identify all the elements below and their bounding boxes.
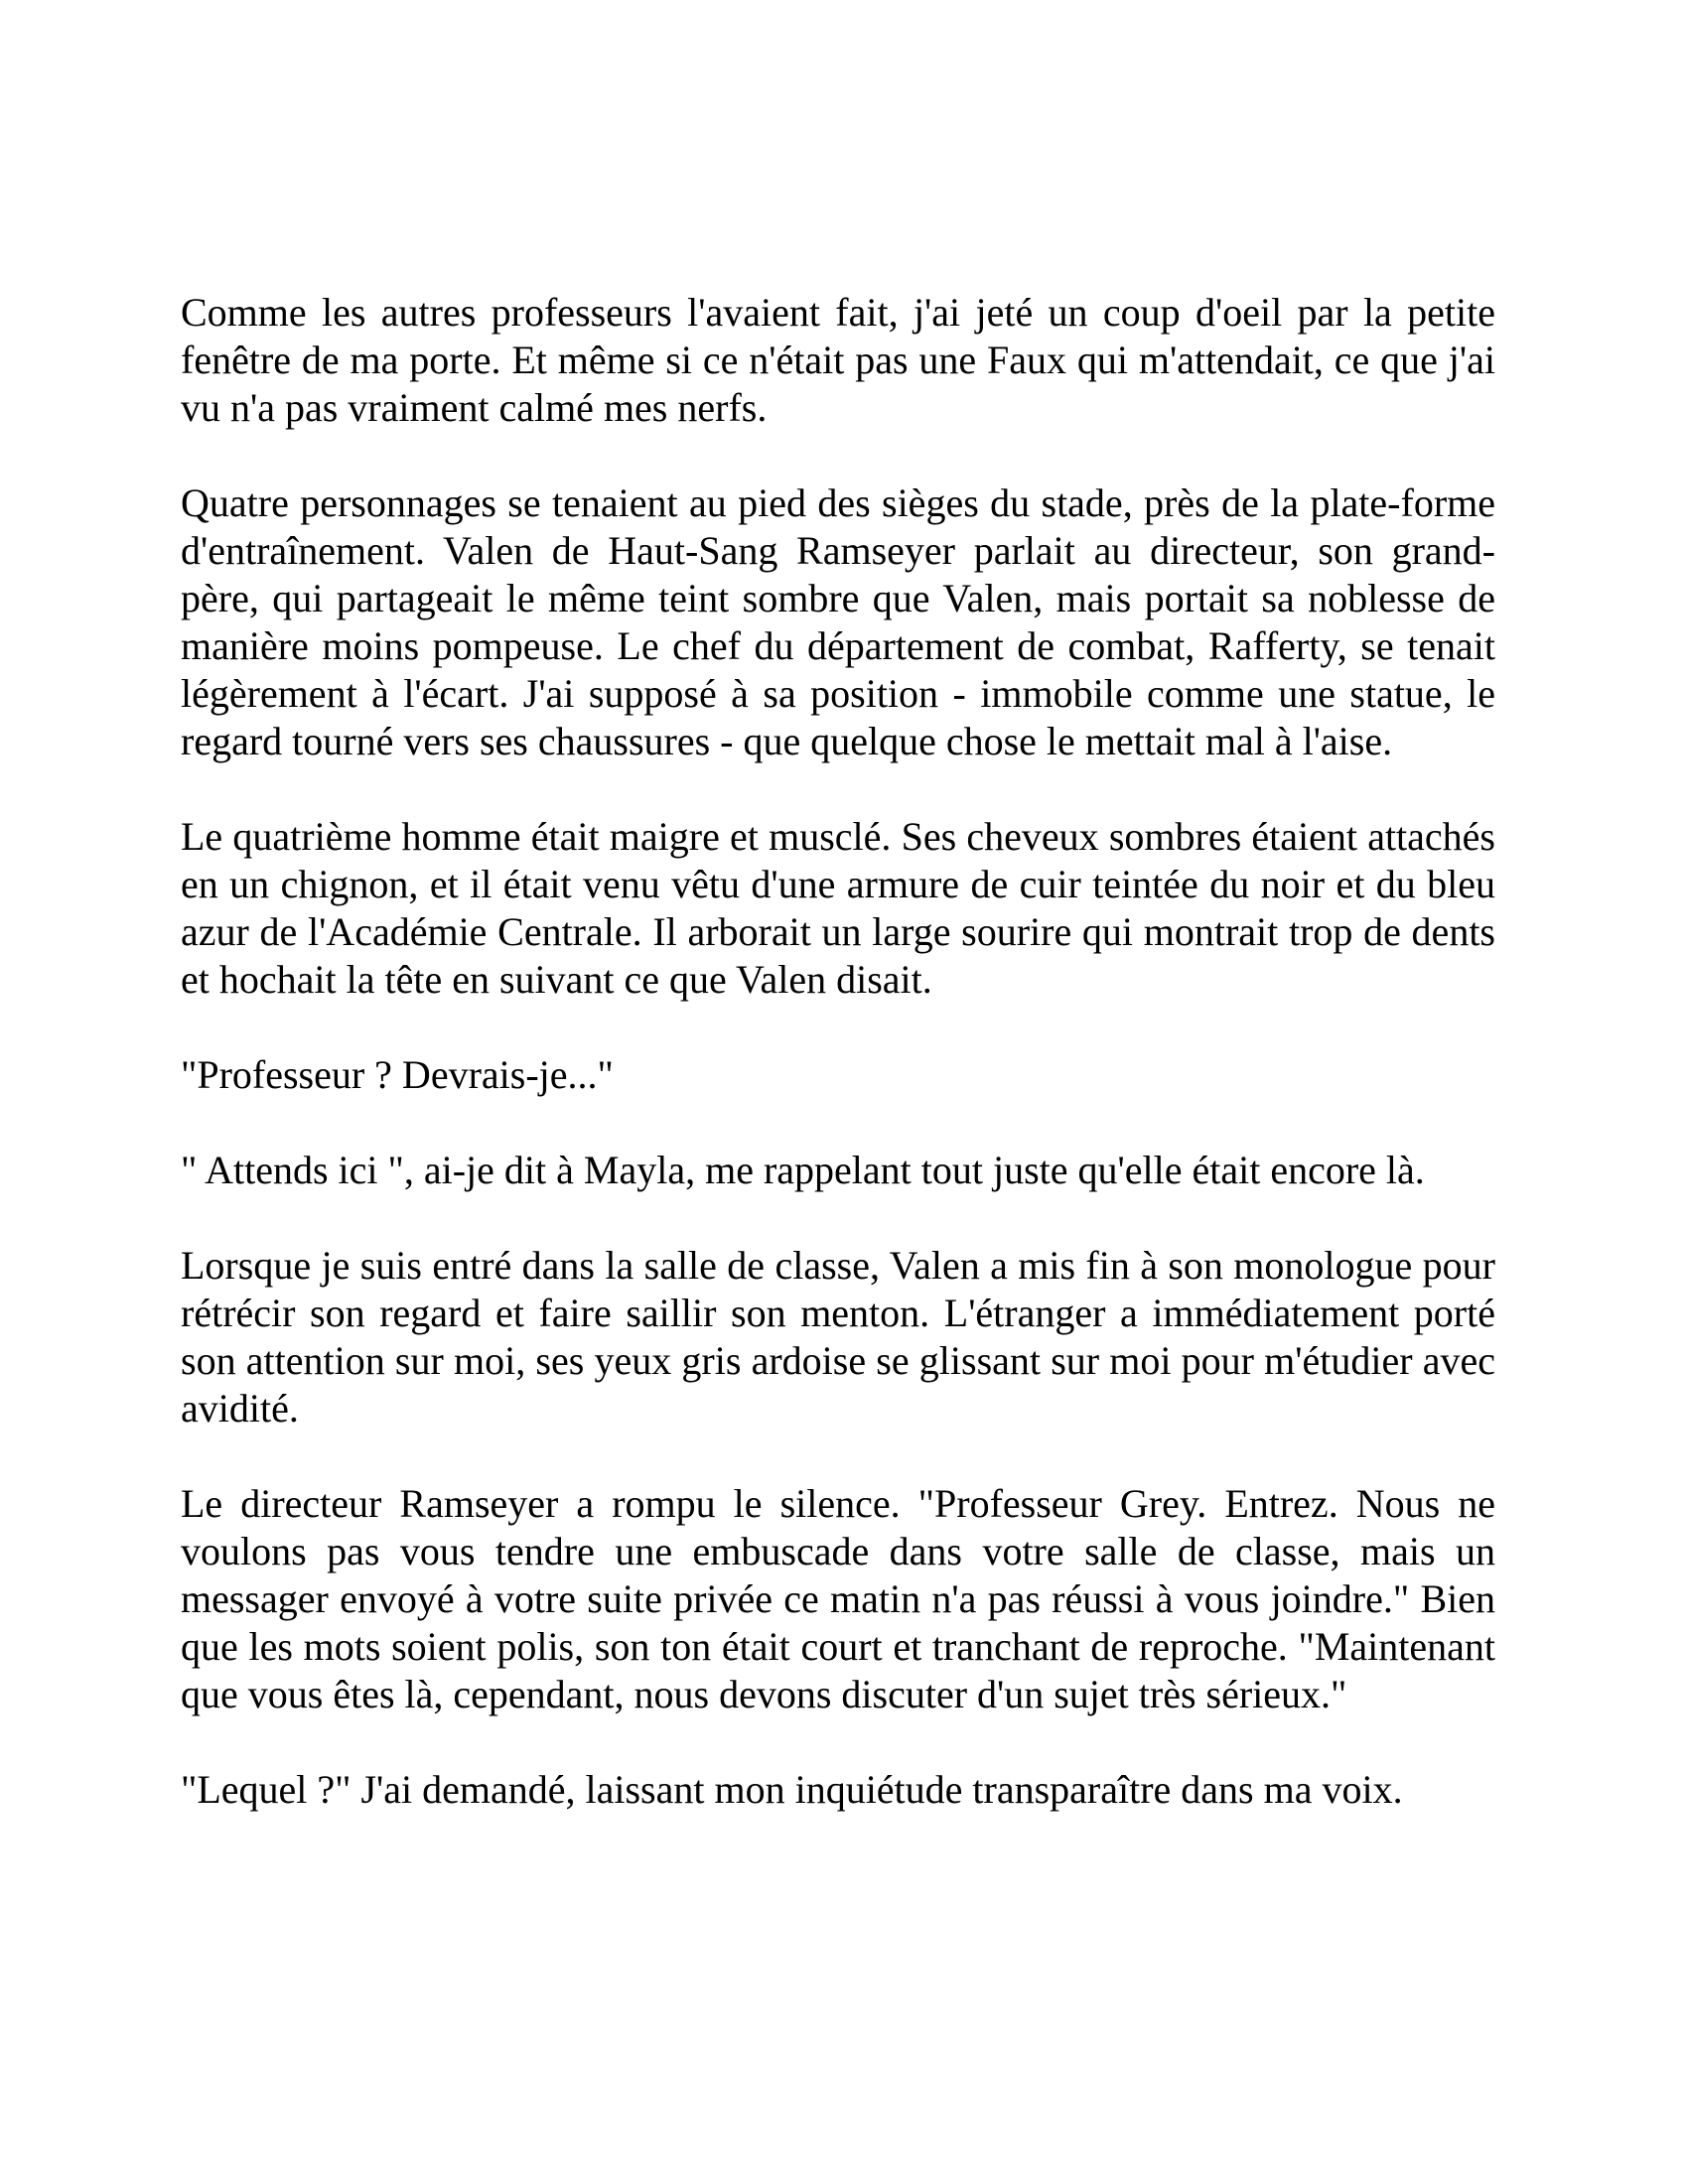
- paragraph-2: Quatre personnages se tenaient au pied des sièges du stade, près de la plate-forme d'entraînement. Valen de Haut-Sang Ramseyer parlait au directeur, son grand-père, qui partageait le même teint sombre que Valen, mais portait sa noblesse de manière moins pompeuse. Le chef du département de combat, Rafferty, se tenait légèrement à l'écart. J'ai supposé à sa position - immobile comme une statue, le regard tourné vers ses chaussures - que quelque chose le mettait mal à l'aise.: [181, 480, 1495, 763]
- paragraph-8-dialogue: "Lequel ?" J'ai demandé, laissant mon inquiétude transparaître dans ma voix.: [181, 1767, 1403, 1812]
- paragraph-7: Le directeur Ramseyer a rompu le silence. "Professeur Grey. Entrez. Nous ne voulons pas vous tendre une embuscade dans votre salle de classe, mais un messager envoyé à votre suite privée ce matin n'a pas réussi à vous joindre." Bien que les mots soient polis, son ton était court et tranchant de reproche. "Maintenant que vous êtes là, cependant, nous devons discuter d'un sujet très sérieux.": [181, 1481, 1495, 1716]
- paragraph-1: Comme les autres professeurs l'avaient fait, j'ai jeté un coup d'oeil par la petite fenêtre de ma porte. Et même si ce n'était pas une Faux qui m'attendait, ce que j'ai vu n'a pas vraiment calmé mes nerfs.: [181, 290, 1495, 430]
- paragraph-4-dialogue: "Professeur ? Devrais-je...": [181, 1052, 614, 1097]
- paragraph-3: Le quatrième homme était maigre et musclé. Ses cheveux sombres étaient attachés en un chignon, et il était venu vêtu d'une armure de cuir teintée du noir et du bleu azur de l'Académie Centrale. Il arborait un large sourire qui montrait trop de dents et hochait la tête en suivant ce que Valen disait.: [181, 814, 1495, 1002]
- paragraph-6: Lorsque je suis entré dans la salle de classe, Valen a mis fin à son monologue pour rétrécir son regard et faire saillir son menton. L'étranger a immédiatement porté son attention sur moi, ses yeux gris ardoise se glissant sur moi pour m'étudier avec avidité.: [181, 1243, 1495, 1431]
- paragraph-5-dialogue: " Attends ici ", ai-je dit à Mayla, me rappelant tout juste qu'elle était encore là.: [181, 1148, 1425, 1192]
